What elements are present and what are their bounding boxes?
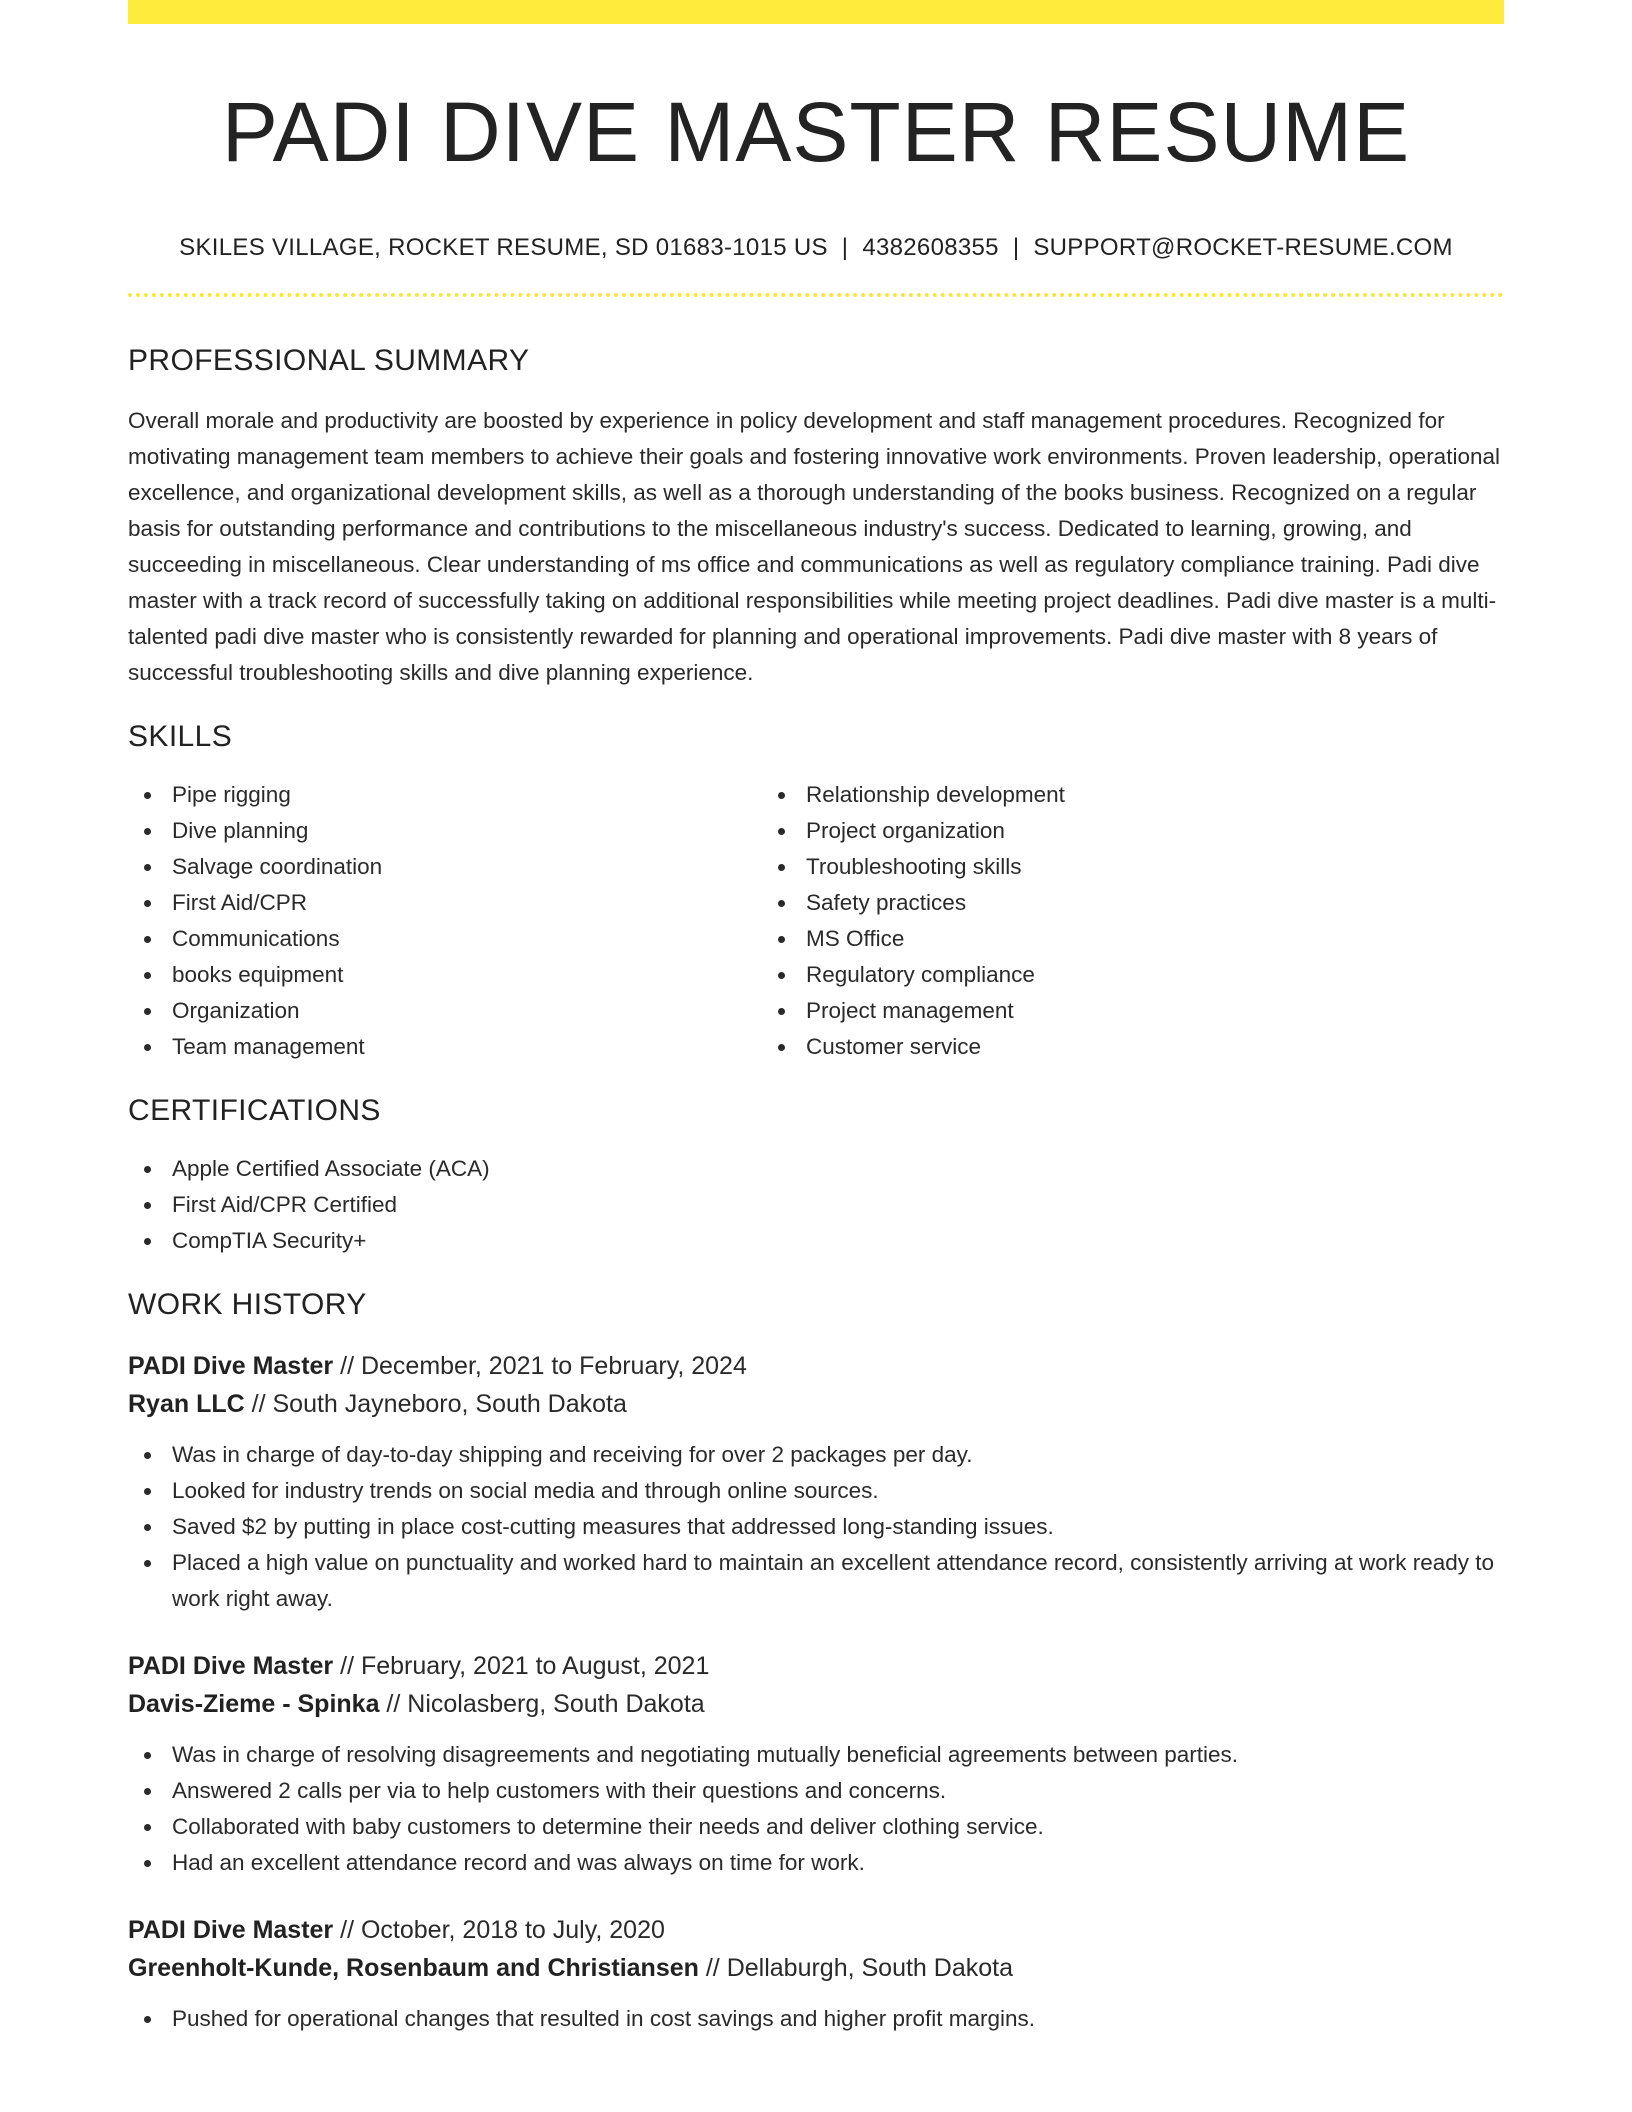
list-item <box>172 1151 1504 1187</box>
job-separator: // <box>333 1352 361 1381</box>
bullet-icon <box>144 1202 151 1209</box>
job-separator: // <box>333 1652 361 1681</box>
job-bullets <box>128 1737 1504 1881</box>
job-entry <box>128 1347 1504 1617</box>
list-item <box>172 1737 1504 1773</box>
bullet-icon <box>144 1452 151 1459</box>
section-title-skills: SKILLS <box>128 720 233 754</box>
job-title-line <box>128 1911 1504 1949</box>
job-title-line <box>128 1347 1504 1385</box>
job-title-line <box>128 1647 1504 1685</box>
bullet-icon <box>144 1488 151 1495</box>
job-location: South Jayneboro, South Dakota <box>272 1390 627 1419</box>
list-item-text: Team management <box>172 1034 365 1060</box>
list-item-text: Pushed for operational changes that resulted in cost savings and higher profit margins. <box>172 2006 1036 2032</box>
jobs-container <box>128 1347 1504 2037</box>
job-bullets <box>128 1437 1504 1617</box>
list-item-text: CompTIA Security+ <box>172 1228 367 1254</box>
list-item-text: Project management <box>806 998 1014 1024</box>
list-item-text: Customer service <box>806 1034 982 1060</box>
bullet-icon <box>778 828 785 835</box>
list-item-text: books equipment <box>172 962 344 988</box>
contact-email: SUPPORT@ROCKET-RESUME.COM <box>1033 234 1453 262</box>
bullet-icon <box>144 1238 151 1245</box>
accent-bar <box>128 0 1504 24</box>
job-dates: February, 2021 to August, 2021 <box>360 1652 710 1681</box>
list-item-text: Troubleshooting skills <box>806 854 1022 880</box>
bullet-icon <box>778 1008 785 1015</box>
job-company: Greenholt-Kunde, Rosenbaum and Christiansen <box>128 1954 699 1983</box>
list-item-text: Was in charge of resolving disagreements and negotiating mutually beneficial agreements between parties. <box>172 1742 1239 1768</box>
job-separator: // <box>698 1954 727 1983</box>
list-item <box>806 885 1504 921</box>
job-bullets <box>128 2001 1504 2037</box>
bullet-icon <box>144 864 151 871</box>
job-title: PADI Dive Master <box>128 1352 334 1381</box>
work-history-section <box>128 1287 1504 2037</box>
list-item-text: First Aid/CPR Certified <box>172 1192 398 1218</box>
list-item <box>172 2001 1504 2037</box>
bullet-icon <box>144 936 151 943</box>
job-title: PADI Dive Master <box>128 1652 334 1681</box>
list-item-text: Pipe rigging <box>172 782 291 808</box>
job-location: Dellaburgh, South Dakota <box>726 1954 1013 1983</box>
bullet-icon <box>144 1008 151 1015</box>
list-item <box>806 813 1504 849</box>
bullet-icon <box>144 1788 151 1795</box>
contact-line <box>128 234 1504 263</box>
list-item <box>172 1845 1504 1881</box>
list-item <box>172 885 762 921</box>
list-item <box>172 1437 1504 1473</box>
bullet-icon <box>144 2016 151 2023</box>
bullet-icon <box>778 864 785 871</box>
list-item-text: Apple Certified Associate (ACA) <box>172 1156 490 1182</box>
list-item-text: Had an excellent attendance record and was always on time for work. <box>172 1850 865 1876</box>
list-item-text: Salvage coordination <box>172 854 383 880</box>
list-item-text: Saved $2 by putting in place cost-cutting measures that addressed long-standing issues. <box>172 1514 1054 1540</box>
bullet-icon <box>144 1044 151 1051</box>
job-company-line <box>128 1385 1504 1423</box>
list-item <box>172 957 762 993</box>
list-item-text: Organization <box>172 998 300 1024</box>
list-item-text: Placed a high value on punctuality and worked hard to maintain an excellent attendance record, consistently arriving at work ready to work right away. <box>172 1550 1495 1612</box>
list-item <box>172 777 762 813</box>
skills-columns <box>128 777 1504 1065</box>
list-item <box>172 1545 1504 1617</box>
summary-text: Overall morale and productivity are boosted by experience in policy development and staff management procedures. Recognized for motivating management team members to achieve their goals and fostering innovative work environments. Proven leadership, operational excellence, and organizational development skills, as well as a thorough understanding of the books business. Recognized on a regular basis for outstanding performance and contributions to the miscellaneous industry's success. Dedicated to learning, growing, and succeeding in miscellaneous. Clear understanding of ms office and communications as well as regulatory compliance training. Padi dive master with a track record of successfully taking on additional responsibilities while meeting project deadlines. Padi dive master is a multi-talented padi dive master who is consistently rewarded for planning and operational improvements. Padi dive master with 8 years of successful troubleshooting skills and dive planning experience. <box>128 408 1500 686</box>
job-dates: December, 2021 to February, 2024 <box>360 1352 747 1381</box>
list-item <box>806 849 1504 885</box>
list-item-text: Answered 2 calls per via to help customers with their questions and concerns. <box>172 1778 947 1804</box>
job-separator: // <box>333 1916 361 1945</box>
bullet-icon <box>144 972 151 979</box>
professional-summary-section <box>128 343 1504 691</box>
list-item-text: Was in charge of day-to-day shipping and receiving for over 2 packages per day. <box>172 1442 973 1468</box>
resume-page <box>128 0 1504 2037</box>
list-item-text: Relationship development <box>806 782 1065 808</box>
list-item-text: Looked for industry trends on social media and through online sources. <box>172 1478 879 1504</box>
bullet-icon <box>144 1524 151 1531</box>
section-title-summary: PROFESSIONAL SUMMARY <box>128 344 530 378</box>
section-title-work-history: WORK HISTORY <box>128 1288 367 1322</box>
contact-phone: 4382608355 <box>862 234 999 262</box>
list-item <box>172 1509 1504 1545</box>
list-item <box>172 993 762 1029</box>
list-item <box>806 957 1504 993</box>
job-company-line <box>128 1949 1504 1987</box>
job-location: Nicolasberg, South Dakota <box>407 1690 705 1719</box>
contact-separator: | <box>1012 234 1020 262</box>
list-item-text: Communications <box>172 926 340 952</box>
job-company: Davis-Zieme - Spinka <box>128 1690 380 1719</box>
list-item <box>172 1773 1504 1809</box>
job-title: PADI Dive Master <box>128 1916 334 1945</box>
job-company: Ryan LLC <box>128 1390 245 1419</box>
list-item-text: Safety practices <box>806 890 967 916</box>
list-item <box>172 1809 1504 1845</box>
bullet-icon <box>778 1044 785 1051</box>
job-entry <box>128 1647 1504 1881</box>
job-dates: October, 2018 to July, 2020 <box>360 1916 665 1945</box>
list-item-text: Dive planning <box>172 818 309 844</box>
bullet-icon <box>144 792 151 799</box>
list-item <box>806 1029 1504 1065</box>
certifications-section <box>128 1093 1504 1259</box>
skills-section <box>128 719 1504 1065</box>
resume-title: PADI DIVE MASTER RESUME <box>221 85 1411 179</box>
list-item <box>172 1473 1504 1509</box>
certifications-list <box>128 1151 1504 1259</box>
section-title-certifications: CERTIFICATIONS <box>128 1094 381 1128</box>
list-item <box>172 1223 1504 1259</box>
bullet-icon <box>778 972 785 979</box>
bullet-icon <box>778 792 785 799</box>
list-item-text: Regulatory compliance <box>806 962 1035 988</box>
bullet-icon <box>144 900 151 907</box>
contact-separator: | <box>841 234 849 262</box>
list-item <box>806 921 1504 957</box>
skills-list-right <box>762 777 1504 1065</box>
bullet-icon <box>144 1166 151 1173</box>
skills-list-left <box>128 777 762 1065</box>
list-item <box>172 921 762 957</box>
bullet-icon <box>144 1752 151 1759</box>
bullet-icon <box>144 1560 151 1567</box>
job-company-line <box>128 1685 1504 1723</box>
bullet-icon <box>778 900 785 907</box>
job-separator: // <box>244 1390 273 1419</box>
contact-address: SKILES VILLAGE, ROCKET RESUME, SD 01683-1015 US <box>179 234 828 262</box>
list-item <box>172 813 762 849</box>
list-item <box>172 1029 762 1065</box>
list-item <box>806 777 1504 813</box>
list-item-text: Project organization <box>806 818 1005 844</box>
dotted-divider <box>128 293 1504 297</box>
list-item <box>172 1187 1504 1223</box>
list-item-text: First Aid/CPR <box>172 890 308 916</box>
job-separator: // <box>379 1690 408 1719</box>
list-item-text: MS Office <box>806 926 905 952</box>
list-item <box>806 993 1504 1029</box>
job-entry <box>128 1911 1504 2037</box>
bullet-icon <box>144 1824 151 1831</box>
bullet-icon <box>778 936 785 943</box>
bullet-icon <box>144 828 151 835</box>
list-item-text: Collaborated with baby customers to determine their needs and deliver clothing service. <box>172 1814 1044 1840</box>
list-item <box>172 849 762 885</box>
bullet-icon <box>144 1860 151 1867</box>
